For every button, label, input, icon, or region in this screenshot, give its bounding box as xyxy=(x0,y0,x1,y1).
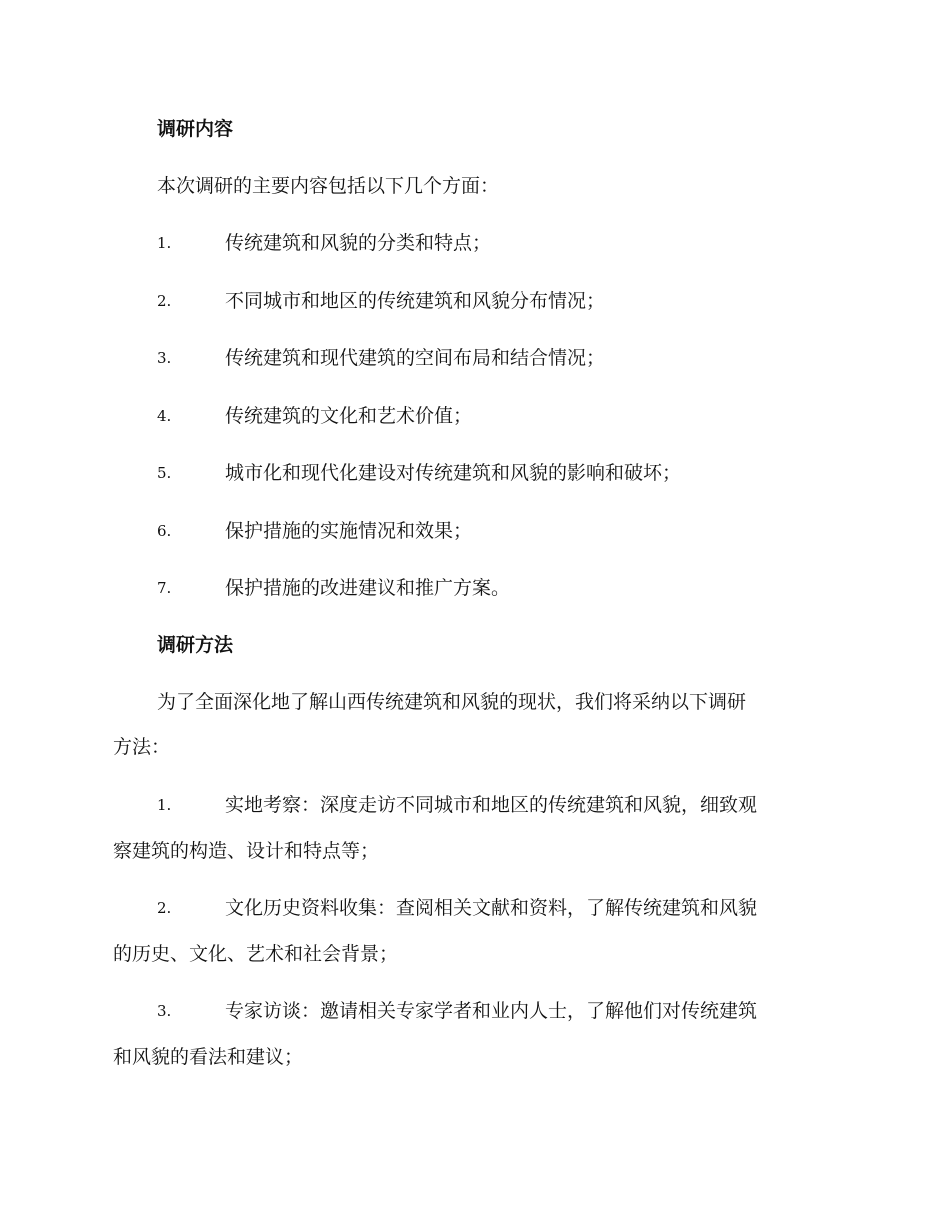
content-item-text: 传统建筑和风貌的分类和特点； xyxy=(225,232,492,254)
content-item-number: 6. xyxy=(157,522,172,540)
method-item-line1: 专家访谈：邀请相关专家学者和业内人士，了解他们对传统建筑 xyxy=(225,1000,758,1022)
content-item-number: 5. xyxy=(157,464,172,482)
content-item-text: 城市化和现代化建设对传统建筑和风貌的影响和破坏； xyxy=(225,462,682,484)
method-item-number: 3. xyxy=(157,1002,172,1020)
method-item-line1: 实地考察：深度走访不同城市和地区的传统建筑和风貌，细致观 xyxy=(225,794,758,816)
content-item-number: 2. xyxy=(157,292,172,310)
method-item-line2: 的历史、文化、艺术和社会背景； xyxy=(113,943,399,965)
method-item-line2: 察建筑的构造、设计和特点等； xyxy=(113,840,380,862)
content-item-text: 不同城市和地区的传统建筑和风貌分布情况； xyxy=(225,290,606,312)
content-item-number: 1. xyxy=(157,234,172,252)
section-heading-content: 调研内容 xyxy=(157,118,234,140)
section-heading-method: 调研方法 xyxy=(157,634,234,656)
content-item-text: 保护措施的改进建议和推广方案。 xyxy=(225,577,511,599)
content-item-number: 4. xyxy=(157,407,172,425)
content-item-number: 7. xyxy=(157,579,172,597)
content-item-text: 保护措施的实施情况和效果； xyxy=(225,520,473,542)
method-item-number: 1. xyxy=(157,796,172,814)
content-item-text: 传统建筑的文化和艺术价值； xyxy=(225,405,473,427)
content-item-number: 3. xyxy=(157,349,172,367)
method-intro-line2: 方法： xyxy=(113,736,171,758)
method-item-number: 2. xyxy=(157,899,172,917)
content-item-text: 传统建筑和现代建筑的空间布局和结合情况； xyxy=(225,347,606,369)
method-item-line1: 文化历史资料收集：查阅相关文献和资料，了解传统建筑和风貌 xyxy=(225,897,758,919)
method-item-line2: 和风貌的看法和建议； xyxy=(113,1046,304,1068)
method-intro-line1: 为了全面深化地了解山西传统建筑和风貌的现状，我们将采纳以下调研 xyxy=(157,691,747,713)
content-intro: 本次调研的主要内容包括以下几个方面： xyxy=(157,175,500,197)
